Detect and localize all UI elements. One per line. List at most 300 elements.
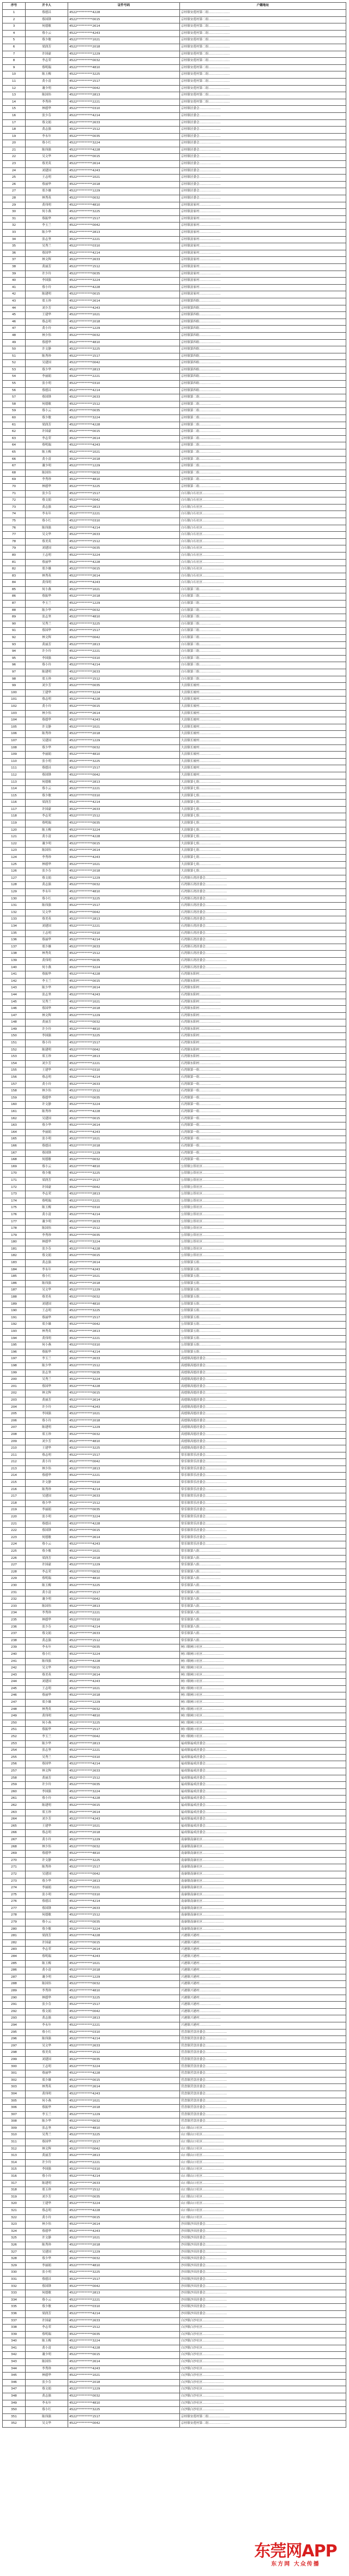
row-index: 84 <box>3 580 26 587</box>
row-id-number: 4522**********0032 <box>68 470 180 477</box>
row-holder-name: 陈玉梅 <box>26 449 68 457</box>
row-address: 京桂镇安莲村第二组………………… <box>180 16 346 23</box>
row-index: 29 <box>3 202 26 209</box>
row-address: 闸口镇闸口社区………………… <box>180 1727 346 1734</box>
row-index: 113 <box>3 779 26 786</box>
row-holder-name: 许文静 <box>26 1480 68 1487</box>
table-row <box>3 99 346 106</box>
row-holder-name: 蔡美英 <box>26 916 68 923</box>
row-index: 67 <box>3 463 26 470</box>
row-holder-name: 何小燕 <box>26 2098 68 2105</box>
table-row <box>3 1637 346 1644</box>
row-address: 高德镇高德居委会………………… <box>180 1397 346 1404</box>
table-row <box>3 470 346 477</box>
table-row <box>3 1939 346 1947</box>
row-address: 京桂镇居委会………………… <box>180 133 346 140</box>
row-index: 253 <box>3 1740 26 1748</box>
row-id-number: 4522**********4214 <box>68 937 180 944</box>
row-address: 石湾镇石湾居委会………………… <box>180 964 346 971</box>
row-address: 京桂镇富家村………………… <box>180 291 346 298</box>
row-holder-name: 陈秀珍 <box>26 353 68 360</box>
table-row <box>3 655 346 662</box>
row-index: 1 <box>3 10 26 17</box>
row-address: 大浪镇长坡村………………… <box>180 765 346 772</box>
row-id-number: 4522**********0032 <box>68 1569 180 1576</box>
row-index: 337 <box>3 2317 26 2325</box>
row-id-number: 4522**********1021 <box>68 2373 180 2380</box>
table-row <box>3 1211 346 1218</box>
row-address: 公馆镇第五组………………… <box>180 1260 346 1267</box>
row-index: 267 <box>3 1836 26 1844</box>
row-index: 323 <box>3 2221 26 2229</box>
row-address: 京桂镇富家村………………… <box>180 263 346 271</box>
row-holder-name: 李志荣 <box>26 1191 68 1198</box>
table-row <box>3 1115 346 1122</box>
table-row <box>3 1054 346 1061</box>
table-row <box>3 628 346 635</box>
table-row <box>3 278 346 285</box>
row-index: 316 <box>3 2173 26 2181</box>
row-holder-name: 李国强 <box>26 655 68 662</box>
row-id-number: 4522**********0032 <box>68 882 180 889</box>
row-address: 京桂镇第四组………………… <box>180 374 346 381</box>
row-index: 181 <box>3 1246 26 1253</box>
table-row <box>3 840 346 848</box>
row-id-number: 4522**********0015 <box>68 840 180 848</box>
table-row <box>3 1947 346 1954</box>
row-id-number: 4522**********3224 <box>68 689 180 696</box>
table-row <box>3 2379 346 2386</box>
row-id-number: 4522**********4810 <box>68 1163 180 1170</box>
table-row <box>3 683 346 690</box>
row-id-number: 4522**********0310 <box>68 1617 180 1624</box>
table-row <box>3 263 346 271</box>
table-row <box>3 2338 346 2345</box>
table-row <box>3 1933 346 1940</box>
row-id-number: 4522**********4810 <box>68 2262 180 2269</box>
row-index: 27 <box>3 188 26 195</box>
row-holder-name: 许国豪 <box>26 1184 68 1191</box>
row-id-number: 4522**********1512 <box>68 1637 180 1644</box>
table-row <box>3 449 346 457</box>
table-row <box>3 1452 346 1459</box>
row-address: 大浪镇第七组………………… <box>180 800 346 807</box>
table-row <box>3 353 346 360</box>
row-address: 公馆镇公馆社区………………… <box>180 1239 346 1246</box>
row-id-number: 4522**********2813 <box>68 504 180 511</box>
table-row <box>3 2256 346 2263</box>
row-id-number: 4522**********1512 <box>68 1362 180 1370</box>
row-index: 206 <box>3 1418 26 1425</box>
row-index: 341 <box>3 2345 26 2352</box>
row-index: 270 <box>3 1857 26 1864</box>
row-index: 254 <box>3 1748 26 1755</box>
row-id-number: 4522**********1517 <box>68 903 180 910</box>
row-index: 136 <box>3 937 26 944</box>
row-address: 闸口镇闸口社区………………… <box>180 1672 346 1679</box>
table-row <box>3 731 346 738</box>
row-address: 京桂镇第二组………………… <box>180 449 346 457</box>
row-index: 149 <box>3 1026 26 1033</box>
row-index: 166 <box>3 1143 26 1150</box>
row-holder-name: 郑少雄 <box>26 1322 68 1329</box>
row-address: 福成镇福成居委会………………… <box>180 1816 346 1823</box>
row-holder-name: 黄志强 <box>26 1260 68 1267</box>
row-address: 高德镇高德居委会………………… <box>180 1356 346 1363</box>
row-holder-name: 黄小清 <box>26 456 68 463</box>
row-address: 福成镇福成居委会………………… <box>180 1809 346 1816</box>
row-address: 京桂镇第二组………………… <box>180 435 346 442</box>
row-index: 200 <box>3 1377 26 1384</box>
row-holder-name: 黄志强 <box>26 127 68 134</box>
table-row <box>3 1541 346 1548</box>
table-row <box>3 1885 346 1892</box>
row-id-number: 4522**********1229 <box>68 1562 180 1569</box>
row-address: 石湾镇第一组………………… <box>180 1115 346 1122</box>
table-row <box>3 992 346 999</box>
row-address: 白石镇白石社区………………… <box>180 580 346 587</box>
row-index: 68 <box>3 470 26 477</box>
row-holder-name: 陈玉梅 <box>26 2338 68 2345</box>
table-row <box>3 2269 346 2277</box>
row-index: 95 <box>3 655 26 662</box>
table-row <box>3 1150 346 1157</box>
row-holder-name: 蔡少敏 <box>26 37 68 44</box>
table-row <box>3 167 346 175</box>
row-address: 石湾镇第一组………………… <box>180 1150 346 1157</box>
table-row <box>3 868 346 875</box>
table-row <box>3 1431 346 1438</box>
table-row <box>3 1163 346 1170</box>
row-id-number: 4522**********0032 <box>68 332 180 339</box>
row-address: 南康镇南康社区………………… <box>180 1864 346 1871</box>
table-row <box>3 1314 346 1322</box>
row-address: 石湾镇东阳村………………… <box>180 1033 346 1040</box>
row-id-number: 4522**********0310 <box>68 792 180 800</box>
row-address: 高德镇高德居委会………………… <box>180 1438 346 1445</box>
row-id-number: 4522**********2614 <box>68 2359 180 2366</box>
row-index: 301 <box>3 2070 26 2077</box>
row-address: 白石镇白石社区………………… <box>180 490 346 497</box>
row-address: 白沙镇白沙社区………………… <box>180 2345 346 2352</box>
row-holder-name: 蔡美英 <box>26 161 68 168</box>
table-row <box>3 483 346 490</box>
row-address: 京桂镇第二组………………… <box>180 483 346 490</box>
row-holder-name: 陈玉梅 <box>26 71 68 79</box>
row-index: 34 <box>3 236 26 243</box>
row-id-number: 4522**********0042 <box>68 2008 180 2015</box>
row-address: 大浪镇长坡村………………… <box>180 703 346 710</box>
table-row <box>3 1390 346 1397</box>
row-address: 南康镇南康社区………………… <box>180 1844 346 1851</box>
table-row <box>3 1617 346 1624</box>
table-row <box>3 1480 346 1487</box>
row-index: 221 <box>3 1521 26 1528</box>
row-holder-name: 张志坚 <box>26 236 68 243</box>
row-holder-name: 刘建国 <box>26 545 68 553</box>
row-address: 白沙镇白沙社区………………… <box>180 2393 346 2400</box>
row-index: 13 <box>3 92 26 99</box>
row-id-number: 4522**********2633 <box>68 532 180 539</box>
table-row <box>3 2043 346 2050</box>
row-holder-name: 林少伟 <box>26 710 68 717</box>
row-index: 21 <box>3 147 26 154</box>
row-id-number: 4522**********2813 <box>68 1054 180 1061</box>
row-id-number: 4522**********2614 <box>68 1947 180 1954</box>
row-index: 276 <box>3 1899 26 1906</box>
row-holder-name: 吴建国 <box>26 360 68 367</box>
row-address: 营盘镇营盘居委会………………… <box>180 2118 346 2125</box>
row-holder-name: 张小明 <box>26 2269 68 2277</box>
table-row <box>3 1370 346 1377</box>
row-id-number: 4522**********3224 <box>68 1926 180 1933</box>
row-id-number: 4522**********4243 <box>68 167 180 175</box>
row-id-number: 4522**********4214 <box>68 112 180 119</box>
table-row <box>3 271 346 278</box>
row-index: 108 <box>3 744 26 752</box>
row-address: 白石镇第三组………………… <box>180 593 346 601</box>
row-address: 南康镇南康社区………………… <box>180 1899 346 1906</box>
table-row <box>3 195 346 202</box>
row-index: 161 <box>3 1109 26 1116</box>
row-holder-name: 蔡少敏 <box>26 1926 68 1933</box>
row-index: 158 <box>3 1088 26 1095</box>
row-holder-name: 李丽娟 <box>26 752 68 759</box>
table-row <box>3 51 346 58</box>
row-address: 兴港镇兴港村………………… <box>180 1995 346 2002</box>
row-holder-name: 王志明 <box>26 1685 68 1692</box>
row-address: 福成镇福成居委会………………… <box>180 1748 346 1755</box>
row-index: 57 <box>3 394 26 401</box>
table-row <box>3 422 346 429</box>
row-holder-name: 梁润芳 <box>26 800 68 807</box>
row-holder-name: 蔡少敏 <box>26 1548 68 1556</box>
row-address: 京桂镇居委会………………… <box>180 188 346 195</box>
table-row <box>3 1960 346 1967</box>
table-row <box>3 2002 346 2009</box>
row-id-number: 4522**********2614 <box>68 435 180 442</box>
row-id-number: 4522**********1229 <box>68 875 180 882</box>
table-row <box>3 257 346 264</box>
row-index: 207 <box>3 1425 26 1432</box>
table-row <box>3 1954 346 1961</box>
row-holder-name: 许文静 <box>26 1102 68 1109</box>
row-holder-name: 张小明 <box>26 758 68 765</box>
table-row <box>3 2235 346 2242</box>
row-id-number: 4522**********0310 <box>68 106 180 113</box>
row-id-number: 4522**********1229 <box>68 737 180 744</box>
table-row <box>3 1514 346 1521</box>
row-address: 白石镇第三组………………… <box>180 676 346 683</box>
row-id-number: 4522**********4243 <box>68 30 180 37</box>
row-id-number: 4522**********3225 <box>68 1857 180 1864</box>
row-id-number: 4522**********4228 <box>68 1109 180 1116</box>
row-id-number: 4522**********0015 <box>68 291 180 298</box>
row-address: 京桂镇安莲村第二组………………… <box>180 23 346 31</box>
row-address: 福成镇福成居委会………………… <box>180 1775 346 1782</box>
table-row <box>3 696 346 704</box>
row-id-number: 4522**********2633 <box>68 257 180 264</box>
row-address: 公馆镇第五组………………… <box>180 1349 346 1356</box>
row-address: 南康镇南康社区………………… <box>180 1857 346 1864</box>
table-row <box>3 230 346 237</box>
row-address: 白沙镇白沙社区………………… <box>180 2317 346 2325</box>
row-index: 144 <box>3 992 26 999</box>
row-address: 京桂镇第四组………………… <box>180 367 346 374</box>
row-address: 常乐镇第八组………………… <box>180 1603 346 1610</box>
row-index: 313 <box>3 2153 26 2160</box>
row-address: 高德镇高德居委会………………… <box>180 1362 346 1370</box>
row-id-number: 4522**********0035 <box>68 1782 180 1789</box>
row-address: 京桂镇安莲村第二组………………… <box>180 71 346 79</box>
row-index: 294 <box>3 2022 26 2029</box>
row-id-number: 4522**********4243 <box>68 1541 180 1548</box>
row-address: 营盘镇营盘居委会………………… <box>180 2043 346 2050</box>
row-holder-name: 蔡国锋 <box>26 16 68 23</box>
row-address: 石湾镇第一组………………… <box>180 1102 346 1109</box>
row-address: 公馆镇第五组………………… <box>180 1342 346 1349</box>
row-holder-name: 李丽娟 <box>26 1507 68 1514</box>
row-address: 大浪镇长坡村………………… <box>180 737 346 744</box>
row-index: 325 <box>3 2235 26 2242</box>
row-id-number: 4522**********2018 <box>68 1692 180 1700</box>
row-id-number: 4522**********2221 <box>68 786 180 793</box>
row-id-number: 4522**********2614 <box>68 2221 180 2229</box>
row-id-number: 4522**********2221 <box>68 2022 180 2029</box>
table-row <box>3 1720 346 1727</box>
row-holder-name: 李玉兰 <box>26 2111 68 2118</box>
row-address: 石湾镇东阳村………………… <box>180 1012 346 1019</box>
row-id-number: 4522**********4214 <box>68 1211 180 1218</box>
row-index: 235 <box>3 1617 26 1624</box>
row-id-number: 4522**********0035 <box>68 683 180 690</box>
table-row <box>3 525 346 532</box>
row-address: 兴港镇兴港村………………… <box>180 2008 346 2015</box>
table-row <box>3 1109 346 1116</box>
table-row <box>3 1603 346 1610</box>
row-id-number: 4522**********0035 <box>68 545 180 553</box>
row-index: 349 <box>3 2400 26 2407</box>
row-holder-name: 陈建明 <box>26 1802 68 1809</box>
row-id-number: 4522**********0310 <box>68 1480 180 1487</box>
table-row <box>3 1033 346 1040</box>
row-holder-name: 蔡德华 <box>26 717 68 724</box>
table-row <box>3 181 346 188</box>
row-holder-name: 黄小清 <box>26 1589 68 1596</box>
row-holder-name: 黄志强 <box>26 1637 68 1644</box>
row-address: 营盘镇营盘居委会………………… <box>180 2063 346 2070</box>
table-row <box>3 772 346 779</box>
table-row <box>3 566 346 573</box>
row-id-number: 4522**********0035 <box>68 957 180 964</box>
row-index: 110 <box>3 758 26 765</box>
row-id-number: 4522**********4214 <box>68 2036 180 2043</box>
row-id-number: 4522**********0015 <box>68 16 180 23</box>
row-id-number: 4522**********1517 <box>68 215 180 223</box>
table-row <box>3 1748 346 1755</box>
watermark-main-text: 东莞网APP <box>254 2542 337 2561</box>
row-holder-name: 陈少华 <box>26 985 68 992</box>
row-address: 京桂镇富家村………………… <box>180 215 346 223</box>
row-address: 石湾镇石湾居委会………………… <box>180 930 346 937</box>
row-address: 京桂镇富家村………………… <box>180 223 346 230</box>
row-index: 39 <box>3 271 26 278</box>
row-index: 175 <box>3 1205 26 1212</box>
row-id-number: 4522**********0042 <box>68 1871 180 1878</box>
row-address: 大浪镇第七组………………… <box>180 813 346 820</box>
row-address: 石湾镇石湾居委会………………… <box>180 875 346 882</box>
table-row <box>3 2084 346 2091</box>
row-holder-name: 蔡国华 <box>26 2139 68 2146</box>
row-address: 公馆镇公馆社区………………… <box>180 1184 346 1191</box>
row-index: 229 <box>3 1576 26 1583</box>
row-holder-name: 蔡文娟 <box>26 497 68 505</box>
row-address: 石湾镇第一组………………… <box>180 1122 346 1130</box>
row-index: 86 <box>3 593 26 601</box>
row-holder-name: 梁润芳 <box>26 422 68 429</box>
row-address: 石湾镇石湾居委会………………… <box>180 951 346 958</box>
row-index: 273 <box>3 1878 26 1885</box>
row-holder-name: 黄小玲 <box>26 2214 68 2221</box>
row-address: 兴港镇兴港村………………… <box>180 1947 346 1954</box>
table-row <box>3 752 346 759</box>
row-holder-name: 李永年 <box>26 2400 68 2407</box>
table-row <box>3 209 346 216</box>
row-index: 6 <box>3 44 26 51</box>
row-index: 102 <box>3 703 26 710</box>
table-row <box>3 1836 346 1844</box>
row-address: 南康镇南康社区………………… <box>180 1919 346 1926</box>
row-id-number: 4522**********0310 <box>68 1754 180 1761</box>
row-address: 京桂镇第二组………………… <box>180 477 346 484</box>
row-address: 京桂镇居委会………………… <box>180 140 346 147</box>
row-id-number: 4522**********4214 <box>68 662 180 669</box>
row-address: 公馆镇公馆社区………………… <box>180 1170 346 1178</box>
row-index: 278 <box>3 1912 26 1919</box>
row-index: 64 <box>3 442 26 449</box>
row-id-number: 4522**********0310 <box>68 1067 180 1074</box>
table-row <box>3 2421 346 2428</box>
table-row <box>3 964 346 971</box>
row-index: 243 <box>3 1672 26 1679</box>
row-holder-name: 蔡文娟 <box>26 2386 68 2393</box>
row-index: 266 <box>3 1830 26 1837</box>
row-index: 180 <box>3 1239 26 1246</box>
row-index: 79 <box>3 545 26 553</box>
row-holder-name: 林文辉 <box>26 1390 68 1397</box>
row-address: 常乐镇第八组………………… <box>180 1562 346 1569</box>
row-id-number: 4522**********0035 <box>68 408 180 415</box>
row-holder-name: 蔡德华 <box>26 1473 68 1480</box>
row-index: 297 <box>3 2043 26 2050</box>
table-row <box>3 127 346 134</box>
row-id-number: 4522**********4228 <box>68 422 180 429</box>
table-row <box>3 580 346 587</box>
row-holder-name: 许少玲 <box>26 2159 68 2166</box>
row-address: 公馆镇第五组………………… <box>180 1329 346 1336</box>
row-address: 兴港镇兴港村………………… <box>180 1939 346 1947</box>
table-row <box>3 1761 346 1768</box>
table-row <box>3 319 346 326</box>
row-index: 23 <box>3 161 26 168</box>
row-id-number: 4522**********2633 <box>68 1905 180 1912</box>
table-row <box>3 717 346 724</box>
table-row <box>3 1651 346 1658</box>
row-address: 京桂镇安莲村第二组………………… <box>180 64 346 71</box>
row-id-number: 4522**********4214 <box>68 1624 180 1631</box>
row-index: 174 <box>3 1198 26 1205</box>
row-index: 147 <box>3 1012 26 1019</box>
